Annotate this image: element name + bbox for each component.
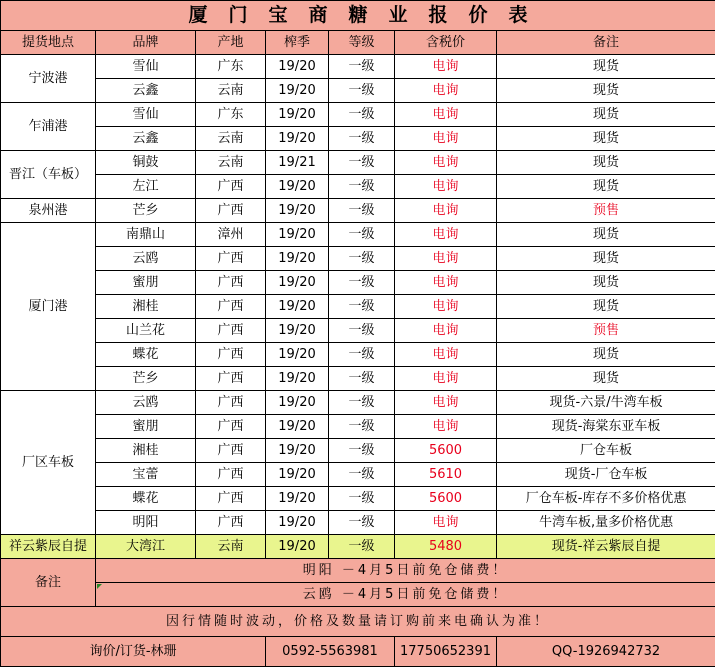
grade-cell: 一级 bbox=[329, 103, 395, 127]
grade-cell: 一级 bbox=[329, 343, 395, 367]
note-cell: 现货 bbox=[497, 295, 715, 319]
season-cell: 19/20 bbox=[266, 367, 329, 391]
table-row bbox=[1, 199, 715, 223]
remarks-label: 备注 bbox=[1, 559, 96, 607]
note-cell: 现货 bbox=[497, 343, 715, 367]
grade-cell: 一级 bbox=[329, 55, 395, 79]
grade-cell: 一级 bbox=[329, 415, 395, 439]
season-cell: 19/20 bbox=[266, 127, 329, 151]
location-cell: 泉州港 bbox=[1, 199, 96, 223]
brand-cell: 南鼎山 bbox=[96, 223, 196, 247]
season-cell: 19/20 bbox=[266, 439, 329, 463]
price-cell: 电询 bbox=[395, 223, 497, 247]
table-row bbox=[1, 271, 715, 295]
note-cell: 现货 bbox=[497, 175, 715, 199]
brand-cell: 云鑫 bbox=[96, 127, 196, 151]
contact-row bbox=[1, 637, 715, 667]
origin-cell: 广西 bbox=[196, 319, 266, 343]
note-cell: 现货 bbox=[497, 271, 715, 295]
cell-marker-icon bbox=[97, 584, 102, 589]
table-row bbox=[1, 175, 715, 199]
price-cell: 电询 bbox=[395, 199, 497, 223]
season-cell: 19/20 bbox=[266, 223, 329, 247]
table-row bbox=[1, 367, 715, 391]
remark-line-2 bbox=[96, 583, 715, 607]
origin-cell: 广西 bbox=[196, 439, 266, 463]
origin-cell: 广西 bbox=[196, 391, 266, 415]
price-cell: 电询 bbox=[395, 103, 497, 127]
price-cell: 电询 bbox=[395, 79, 497, 103]
brand-cell: 湘桂 bbox=[96, 439, 196, 463]
price-cell: 电询 bbox=[395, 295, 497, 319]
price-cell: 5610 bbox=[395, 463, 497, 487]
note-cell: 现货-厂仓车板 bbox=[497, 463, 715, 487]
page-title: 厦门宝商糖业报价表 bbox=[1, 1, 715, 31]
table-row bbox=[1, 391, 715, 415]
grade-cell: 一级 bbox=[329, 175, 395, 199]
brand-cell: 明阳 bbox=[96, 511, 196, 535]
origin-cell: 广西 bbox=[196, 295, 266, 319]
origin-cell: 广西 bbox=[196, 175, 266, 199]
origin-cell: 广西 bbox=[196, 367, 266, 391]
note-cell: 现货-六景/牛湾车板 bbox=[497, 391, 715, 415]
grade-cell: 一级 bbox=[329, 79, 395, 103]
table-row bbox=[1, 439, 715, 463]
note-cell: 预售 bbox=[497, 199, 715, 223]
brand-cell: 云鸥 bbox=[96, 247, 196, 271]
table-row bbox=[1, 295, 715, 319]
table-body bbox=[1, 55, 715, 559]
price-cell: 5600 bbox=[395, 487, 497, 511]
origin-cell: 广西 bbox=[196, 343, 266, 367]
contact-label: 询价/订货-林珊 bbox=[1, 637, 266, 667]
table-row bbox=[1, 463, 715, 487]
season-cell: 19/20 bbox=[266, 391, 329, 415]
origin-cell: 云南 bbox=[196, 79, 266, 103]
origin-cell: 云南 bbox=[196, 127, 266, 151]
table-row bbox=[1, 415, 715, 439]
brand-cell: 湘桂 bbox=[96, 295, 196, 319]
note-cell: 现货 bbox=[497, 79, 715, 103]
brand-cell: 蝶花 bbox=[96, 487, 196, 511]
header-season: 榨季 bbox=[266, 31, 329, 55]
header-row bbox=[1, 31, 715, 55]
brand-cell: 雪仙 bbox=[96, 103, 196, 127]
location-cell: 厂区车板 bbox=[1, 391, 96, 535]
remark-row-2 bbox=[1, 583, 715, 607]
price-cell: 电询 bbox=[395, 391, 497, 415]
table-row bbox=[1, 319, 715, 343]
table-row bbox=[1, 343, 715, 367]
price-cell: 电询 bbox=[395, 367, 497, 391]
table-row bbox=[1, 247, 715, 271]
origin-cell: 云南 bbox=[196, 151, 266, 175]
origin-cell: 广西 bbox=[196, 463, 266, 487]
season-cell: 19/20 bbox=[266, 103, 329, 127]
note-cell: 现货-海棠东亚车板 bbox=[497, 415, 715, 439]
grade-cell: 一级 bbox=[329, 439, 395, 463]
season-cell: 19/20 bbox=[266, 415, 329, 439]
price-cell: 电询 bbox=[395, 55, 497, 79]
price-cell: 电询 bbox=[395, 343, 497, 367]
origin-cell: 广西 bbox=[196, 415, 266, 439]
brand-cell: 蝶花 bbox=[96, 343, 196, 367]
origin-cell: 广东 bbox=[196, 103, 266, 127]
season-cell: 19/20 bbox=[266, 343, 329, 367]
origin-cell: 漳州 bbox=[196, 223, 266, 247]
grade-cell: 一级 bbox=[329, 487, 395, 511]
remark-line-2-text: 云鸥 －4月5日前免仓储费！ bbox=[302, 587, 509, 602]
price-cell: 电询 bbox=[395, 247, 497, 271]
header-price: 含税价 bbox=[395, 31, 497, 55]
brand-cell: 山兰花 bbox=[96, 319, 196, 343]
remark-row-1 bbox=[1, 559, 715, 583]
location-cell: 祥云紫辰自提 bbox=[1, 535, 96, 559]
location-cell: 乍浦港 bbox=[1, 103, 96, 151]
season-cell: 19/20 bbox=[266, 511, 329, 535]
grade-cell: 一级 bbox=[329, 199, 395, 223]
price-cell: 5600 bbox=[395, 439, 497, 463]
price-cell: 电询 bbox=[395, 319, 497, 343]
grade-cell: 一级 bbox=[329, 319, 395, 343]
season-cell: 19/20 bbox=[266, 487, 329, 511]
table-row bbox=[1, 511, 715, 535]
price-cell: 电询 bbox=[395, 127, 497, 151]
origin-cell: 广东 bbox=[196, 55, 266, 79]
note-cell: 现货 bbox=[497, 367, 715, 391]
season-cell: 19/20 bbox=[266, 319, 329, 343]
brand-cell: 蜜朋 bbox=[96, 271, 196, 295]
header-location: 提货地点 bbox=[1, 31, 96, 55]
brand-cell: 芒乡 bbox=[96, 367, 196, 391]
season-cell: 19/20 bbox=[266, 55, 329, 79]
note-cell: 现货 bbox=[497, 103, 715, 127]
season-cell: 19/20 bbox=[266, 535, 329, 559]
season-cell: 19/20 bbox=[266, 271, 329, 295]
origin-cell: 广西 bbox=[196, 247, 266, 271]
grade-cell: 一级 bbox=[329, 247, 395, 271]
table-row bbox=[1, 487, 715, 511]
note-cell: 厂仓车板 bbox=[497, 439, 715, 463]
note-cell: 现货 bbox=[497, 223, 715, 247]
season-cell: 19/21 bbox=[266, 151, 329, 175]
grade-cell: 一级 bbox=[329, 271, 395, 295]
grade-cell: 一级 bbox=[329, 295, 395, 319]
price-cell: 电询 bbox=[395, 271, 497, 295]
price-cell: 电询 bbox=[395, 151, 497, 175]
table-row bbox=[1, 79, 715, 103]
contact-qq: QQ-1926942732 bbox=[497, 637, 715, 667]
location-cell: 宁波港 bbox=[1, 55, 96, 103]
location-cell: 厦门港 bbox=[1, 223, 96, 391]
note-cell: 现货 bbox=[497, 151, 715, 175]
grade-cell: 一级 bbox=[329, 127, 395, 151]
season-cell: 19/20 bbox=[266, 175, 329, 199]
title-row bbox=[1, 1, 715, 31]
grade-cell: 一级 bbox=[329, 463, 395, 487]
season-cell: 19/20 bbox=[266, 295, 329, 319]
brand-cell: 蜜朋 bbox=[96, 415, 196, 439]
brand-cell: 铜鼓 bbox=[96, 151, 196, 175]
grade-cell: 一级 bbox=[329, 151, 395, 175]
note-cell: 现货 bbox=[497, 247, 715, 271]
table-row bbox=[1, 127, 715, 151]
table-row bbox=[1, 151, 715, 175]
note-cell: 现货-祥云紫辰自提 bbox=[497, 535, 715, 559]
brand-cell: 雪仙 bbox=[96, 55, 196, 79]
price-cell: 电询 bbox=[395, 175, 497, 199]
price-cell: 5480 bbox=[395, 535, 497, 559]
footer-note-row bbox=[1, 607, 715, 637]
contact-mobile: 17750652391 bbox=[395, 637, 497, 667]
grade-cell: 一级 bbox=[329, 391, 395, 415]
table-row bbox=[1, 223, 715, 247]
note-cell: 现货 bbox=[497, 55, 715, 79]
brand-cell: 左江 bbox=[96, 175, 196, 199]
origin-cell: 云南 bbox=[196, 535, 266, 559]
header-grade: 等级 bbox=[329, 31, 395, 55]
origin-cell: 广西 bbox=[196, 271, 266, 295]
brand-cell: 宝蕾 bbox=[96, 463, 196, 487]
note-cell: 预售 bbox=[497, 319, 715, 343]
brand-cell: 云鑫 bbox=[96, 79, 196, 103]
grade-cell: 一级 bbox=[329, 511, 395, 535]
note-cell: 厂仓车板-库存不多价格优惠 bbox=[497, 487, 715, 511]
table-row bbox=[1, 55, 715, 79]
header-origin: 产地 bbox=[196, 31, 266, 55]
remark-line-1: 明阳 －4月5日前免仓储费！ bbox=[96, 559, 715, 583]
season-cell: 19/20 bbox=[266, 247, 329, 271]
header-note: 备注 bbox=[497, 31, 715, 55]
grade-cell: 一级 bbox=[329, 535, 395, 559]
table-row bbox=[1, 103, 715, 127]
footer-note: 因行情随时波动，价格及数量请订购前来电确认为准！ bbox=[1, 607, 715, 637]
note-cell: 牛湾车板,量多价格优惠 bbox=[497, 511, 715, 535]
header-brand: 品牌 bbox=[96, 31, 196, 55]
origin-cell: 广西 bbox=[196, 511, 266, 535]
contact-phone: 0592-5563981 bbox=[266, 637, 395, 667]
table-row bbox=[1, 535, 715, 559]
origin-cell: 广西 bbox=[196, 487, 266, 511]
brand-cell: 云鸥 bbox=[96, 391, 196, 415]
season-cell: 19/20 bbox=[266, 199, 329, 223]
grade-cell: 一级 bbox=[329, 223, 395, 247]
season-cell: 19/20 bbox=[266, 463, 329, 487]
season-cell: 19/20 bbox=[266, 79, 329, 103]
origin-cell: 广西 bbox=[196, 199, 266, 223]
price-cell: 电询 bbox=[395, 415, 497, 439]
brand-cell: 芒乡 bbox=[96, 199, 196, 223]
grade-cell: 一级 bbox=[329, 367, 395, 391]
note-cell: 现货 bbox=[497, 127, 715, 151]
price-cell: 电询 bbox=[395, 511, 497, 535]
brand-cell: 大湾江 bbox=[96, 535, 196, 559]
location-cell: 晋江（车板） bbox=[1, 151, 96, 199]
